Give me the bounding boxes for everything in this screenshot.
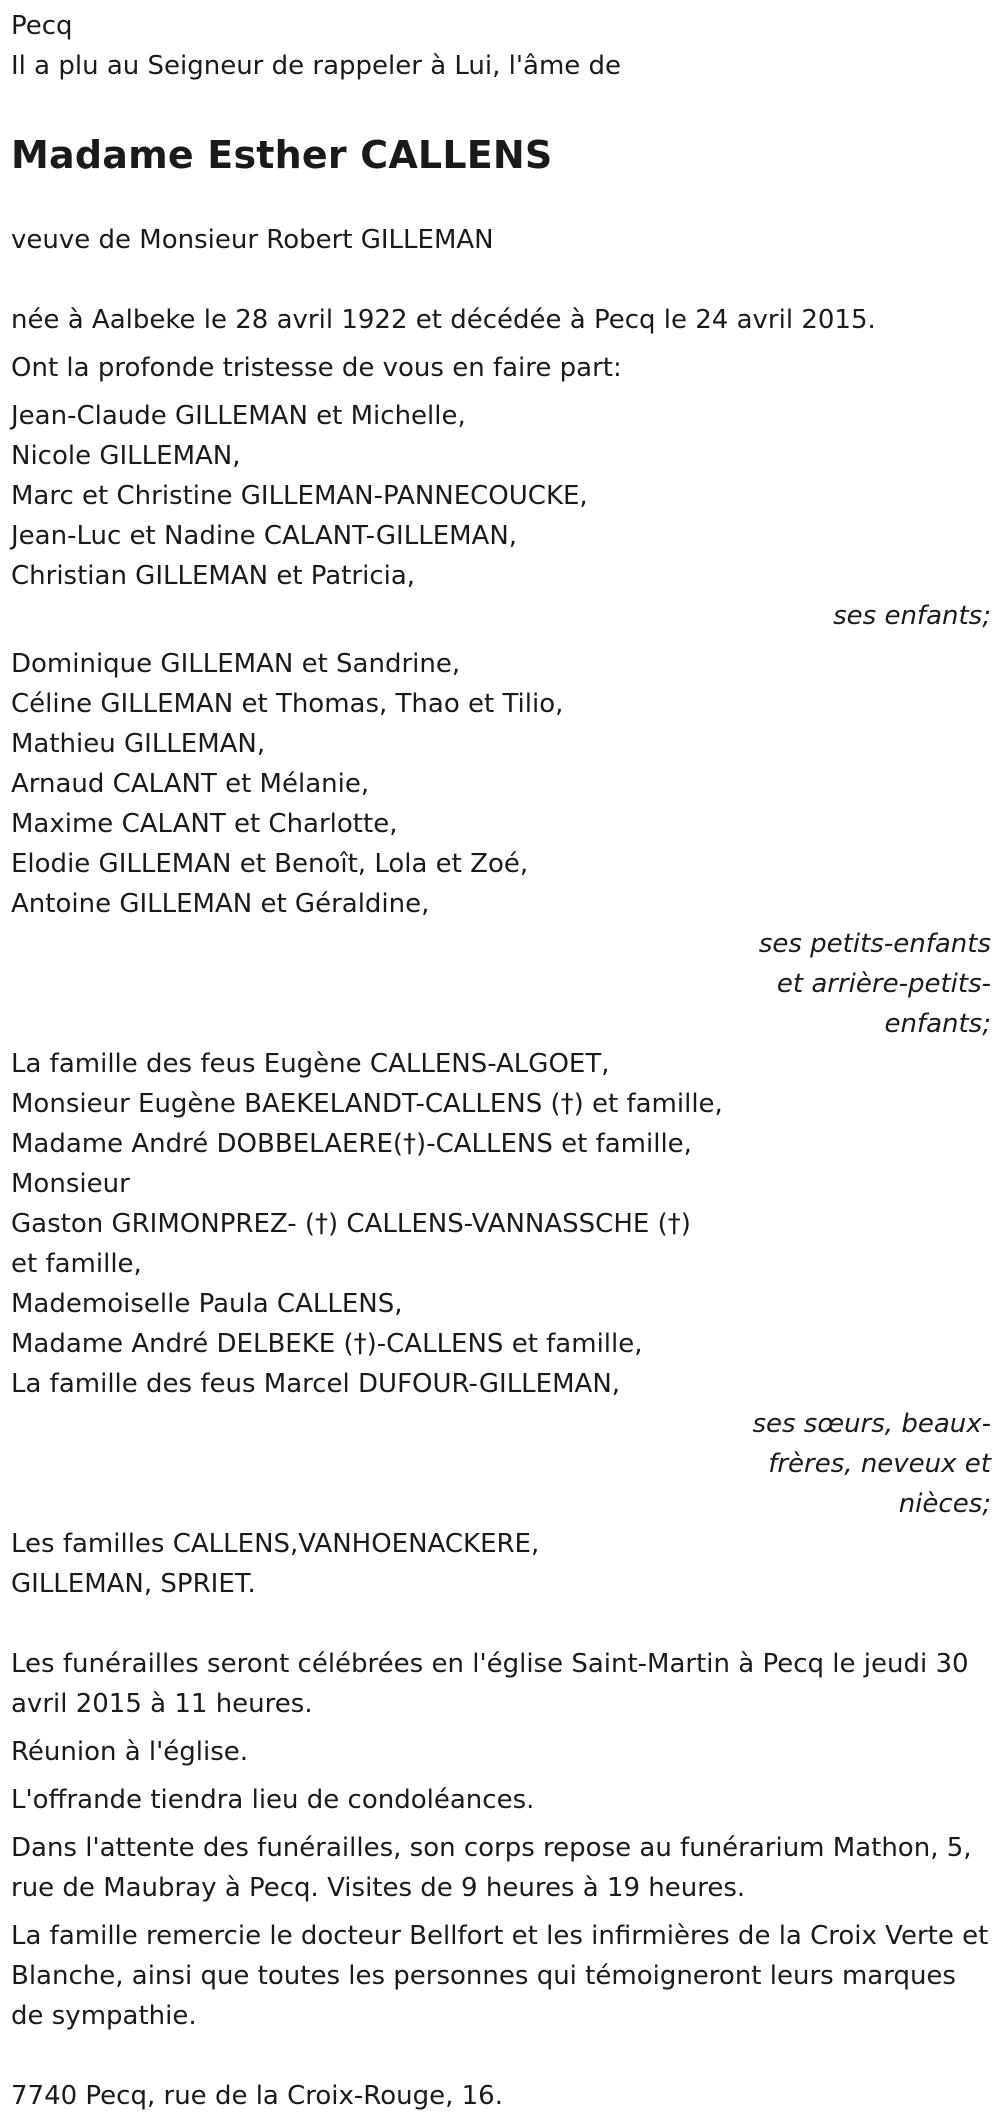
family-member-line: Monsieur Eugène BAEKELANDT-CALLENS (†) et famille, xyxy=(11,1089,723,1119)
family-member-line: Mademoiselle Paula CALLENS, xyxy=(11,1289,403,1319)
family-member-line: Antoine GILLEMAN et Géraldine, xyxy=(11,889,430,919)
role-label: ses enfants; xyxy=(833,601,991,631)
family-member-line: Gaston GRIMONPREZ- (†) CALLENS-VANNASSCHE (†) xyxy=(11,1209,691,1239)
obituary-page xyxy=(11,0,991,2116)
family-member-line: Elodie GILLEMAN et Benoît, Lola et Zoé, xyxy=(11,849,529,879)
role-label: ses petits-enfants xyxy=(758,929,991,959)
deceased-name: Madame Esther CALLENS xyxy=(11,133,553,177)
family-member-line: Maxime CALANT et Charlotte, xyxy=(11,809,398,839)
children-block xyxy=(11,396,991,636)
offering-line: L'offrande tiendra lieu de condoléances. xyxy=(11,1785,535,1815)
families-block xyxy=(11,1524,991,1604)
role-label: frères, neveux et xyxy=(768,1449,991,1479)
family-member-line: et famille, xyxy=(11,1249,142,1279)
ceremony-paragraph: Les funérailles seront célébrées en l'église Saint-Martin à Pecq le jeudi 30 avril 2015 à 11 heures. xyxy=(11,1649,969,1719)
family-member-line: La famille des feus Marcel DUFOUR-GILLEMAN, xyxy=(11,1369,621,1399)
visitation-paragraph: Dans l'attente des funérailles, son corps repose au funérarium Mathon, 5, rue de Maubray à Pecq. Visites de 9 heures à 19 heures. xyxy=(11,1833,972,1903)
family-member-line: Jean-Luc et Nadine CALANT-GILLEMAN, xyxy=(11,521,518,551)
family-member-line: Christian GILLEMAN et Patricia, xyxy=(11,561,416,591)
family-member-line: Madame André DELBEKE (†)-CALLENS et famille, xyxy=(11,1329,643,1359)
dates-line: née à Aalbeke le 28 avril 1922 et décédée à Pecq le 24 avril 2015. xyxy=(11,305,876,335)
address-line: 7740 Pecq, rue de la Croix-Rouge, 16. xyxy=(11,2081,503,2111)
family-member-line: Mathieu GILLEMAN, xyxy=(11,729,266,759)
siblings-block xyxy=(11,1044,991,1524)
family-member-line: Jean-Claude GILLEMAN et Michelle, xyxy=(11,401,466,431)
family-member-line: La famille des feus Eugène CALLENS-ALGOET, xyxy=(11,1049,610,1079)
role-label: enfants; xyxy=(884,1009,991,1039)
family-member-line: Arnaud CALANT et Mélanie, xyxy=(11,769,370,799)
role-label: ses sœurs, beaux- xyxy=(752,1409,991,1439)
family-member-line: Nicole GILLEMAN, xyxy=(11,441,241,471)
family-member-line: Madame André DOBBELAERE(†)-CALLENS et famille, xyxy=(11,1129,692,1159)
role-label: nièces; xyxy=(898,1489,991,1519)
family-member-line: GILLEMAN, SPRIET. xyxy=(11,1569,256,1599)
thanks-paragraph: La famille remercie le docteur Bellfort et les infirmières de la Croix Verte et Blanche, ainsi que toutes les personnes qui témoigneront leurs marques de sympathie. xyxy=(11,1921,989,2031)
family-member-line: Les familles CALLENS,VANHOENACKERE, xyxy=(11,1529,540,1559)
family-member-line: Marc et Christine GILLEMAN-PANNECOUCKE, xyxy=(11,481,588,511)
family-member-line: Dominique GILLEMAN et Sandrine, xyxy=(11,649,461,679)
location-line: Pecq xyxy=(11,11,73,41)
role-label: et arrière-petits- xyxy=(776,969,991,999)
grandchildren-block xyxy=(11,644,991,1044)
announce-line: Ont la profonde tristesse de vous en faire part: xyxy=(11,353,622,383)
meeting-line: Réunion à l'église. xyxy=(11,1737,249,1767)
family-member-line: Céline GILLEMAN et Thomas, Thao et Tilio, xyxy=(11,689,564,719)
spouse-line: veuve de Monsieur Robert GILLEMAN xyxy=(11,225,494,255)
family-member-line: Monsieur xyxy=(11,1169,130,1199)
intro-line: Il a plu au Seigneur de rappeler à Lui, l'âme de xyxy=(11,51,622,81)
